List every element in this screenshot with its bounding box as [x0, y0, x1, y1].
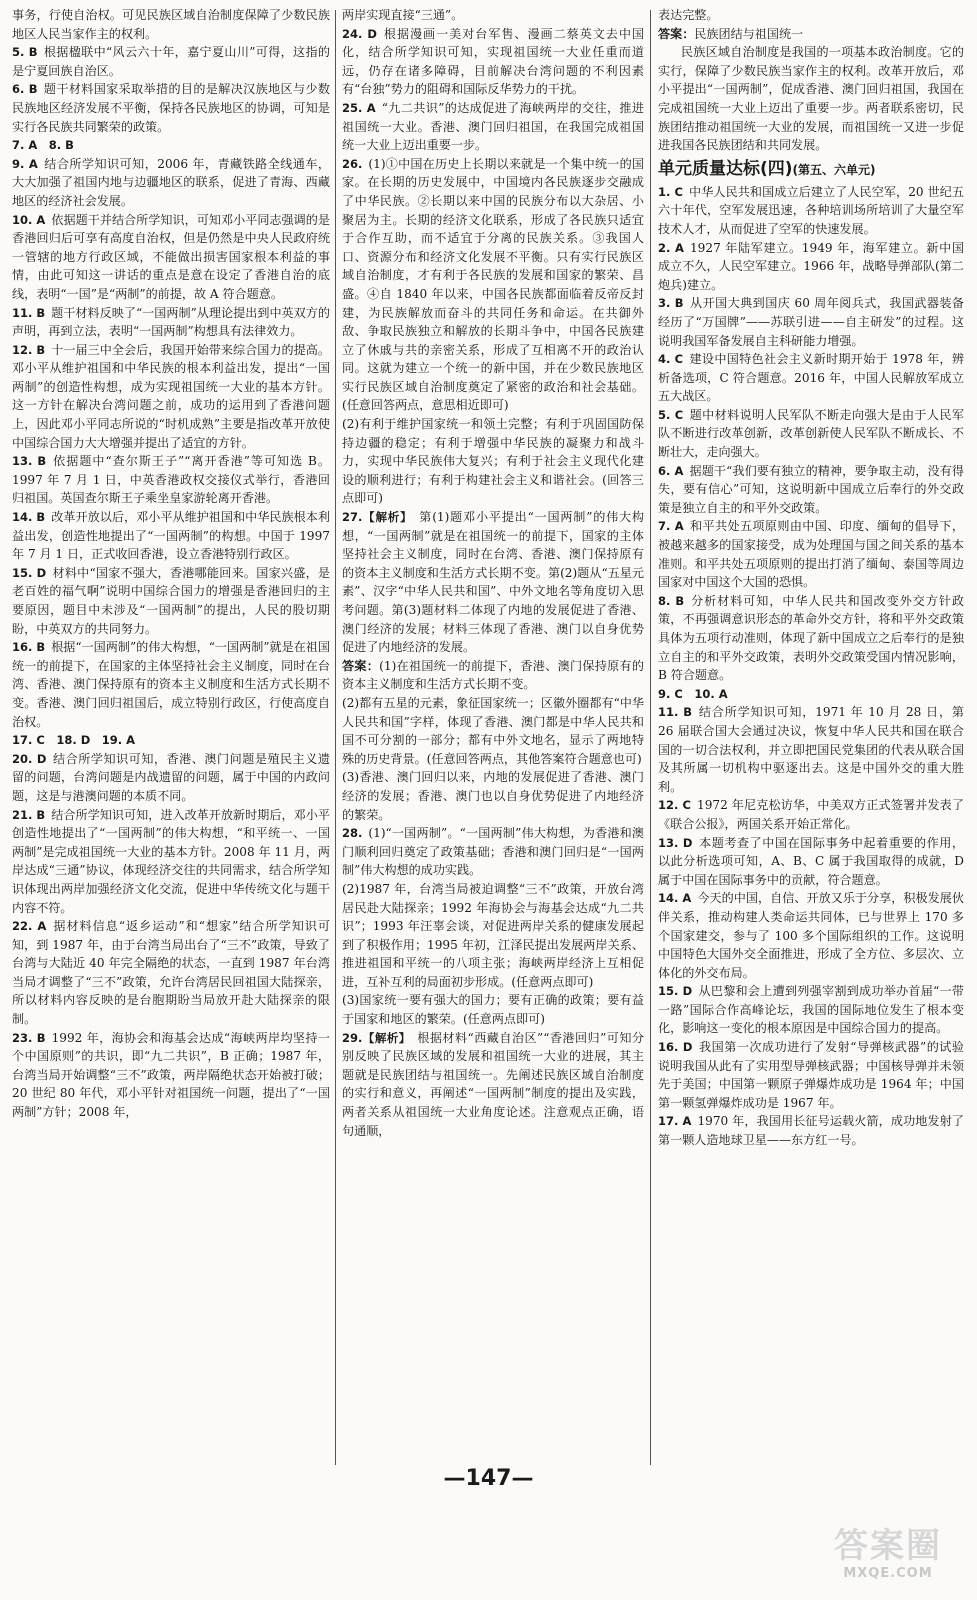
- answer-item: [12, 638, 330, 731]
- question-number: 29.【解析】: [342, 1030, 411, 1045]
- question-number: 5. C: [658, 407, 684, 422]
- answer-text: 本题考查了中国在国际事务中起着重要的作用，以此分析选项可知，A、B、C 属于我国取得的成就，D 属于中国在国际事务中的贡献，符合题意。: [658, 835, 964, 887]
- question-number: 7. A 8. B: [12, 138, 74, 153]
- question-number: 20. D: [12, 751, 47, 766]
- question-number: 14. B: [12, 510, 46, 525]
- answer-item: [12, 211, 330, 304]
- answer-item: [658, 685, 964, 704]
- answer-item: [658, 517, 964, 591]
- answer-item: [12, 508, 330, 564]
- question-number: 23. B: [12, 1030, 46, 1045]
- answer-text: 中华人民共和国成立后建立了人民空军，20 世纪五六十年代，空军发展迅速，各种培训场所培训了大量空军技术人才，从而促进了空军的快速发展。: [658, 184, 964, 236]
- watermark-logo: [813, 1526, 963, 1592]
- answer-text: 依据题干并结合所学知识，可知邓小平同志强调的是香港回归后可享有高度自治权，但是仍然是中央人民政府统一管辖的地方行政区域，不能做出损害国家根本利益的事情，由此可知这一讲话的重点是意在设定了香港自治的底线，表明“一国”是“两制”的前提，故 A 符合题意。: [12, 212, 330, 301]
- answer-sub-part: (2)1987 年，台湾当局被迫调整“三不”政策，开放台湾居民赴大陆探亲；1992 年海协会与海基会达成“九二共识”；1993 年汪辜会谈，对促进两岸关系的健康发展起到了积极作用；1995 年初，江泽民提出发展两岸关系、推进祖国和平统一的八项主张；海峡两岸经济上互相促进，互补互利的局面初步形成。(任意两点即可): [342, 881, 644, 989]
- question-number: 1. C: [658, 184, 683, 199]
- question-number: 17. A: [658, 1114, 692, 1129]
- answer-sub-part: (3)香港、澳门回归以来，内地的发展促进了香港、澳门经济的发展；香港、澳门也以自身优势促进了内地经济的繁荣。: [342, 770, 644, 822]
- answer-text: 1972 年尼克松访华，中美双方正式签署并发表了《联合公报》，两国关系开始正常化。: [658, 798, 964, 831]
- answer-text: 和平共处五项原则由中国、印度、缅甸的倡导下，被越来越多的国家接受，成为处理国与国之间关系的基本准则。和平共处五项原则的提出打消了缅甸、泰国等周边国家对中国这个大国的恐惧。: [658, 519, 964, 590]
- answer-text: 题干材料反映了“一国两制”从理论提出到中英双方的声明，再到立法，表明“一国两制”构想具有法律效力。: [12, 305, 330, 339]
- answer-text: 改革开放以后，邓小平从维护祖国和中华民族根本利益出发，创造性地提出了“一国两制”的构想。中国于 1997 年 7 月 1 日，正式收回香港，设立香港特别行政区。: [12, 510, 330, 562]
- question-number: 13. B: [12, 454, 47, 469]
- answer-item: [12, 155, 330, 211]
- answer-item: [342, 99, 644, 155]
- answer-item: [658, 982, 964, 1038]
- answer-sub-part: (2)有利于维护国家统一和领土完整；有利于巩固国防保持边疆的稳定；有利于增强中华民族的凝聚力和战斗力，实现中华民族伟大复兴；有利于社会主义现代化建设的顺利进行；有利于构建社会主义和谐社会。(回答三点即可): [342, 417, 644, 506]
- answer-text: 从巴黎和会上遭到列强宰割到成功举办首届“一带一路”国际合作高峰论坛，我国的国际地位发生了根本变化，影响这一变化的根本原因是中国综合国力的提高。: [658, 984, 965, 1036]
- answer-sub-part: (2)都有五星的元素，象征国家统一；区徽外圈都有“中华人民共和国”字样，体现了香港、澳门都是中华人民共和国不可分割的一部分；都有中外文地名，显示了两地特殊的历史背景。(任意回答两点，其他答案符合题意也可): [342, 695, 644, 766]
- answer-text: 今天的中国，自信、开放又乐于分享，积极发展伙伴关系，推动构建人类命运共同体，已与世界上 170 多个国家建交，参与了 100 多个国际组织的工作。这说明中国特色大国外交全面推进，形成了全方位、多层次、立体化的外交布局。: [658, 891, 964, 980]
- question-number: 25. A: [342, 100, 376, 115]
- answer-item: [658, 6, 964, 25]
- answer-item: [658, 592, 964, 685]
- answer-text: 题干材料国家采取举措的目的是解决汉族地区与少数民族地区经济发展不平衡，保持各民族地区的协调，可知是实行各民族共同繁荣的政策。: [12, 82, 330, 134]
- answer-text: 从开国大典到国庆 60 周年阅兵式，我国武器装备经历了“万国牌”——苏联引进——自主研发”的过程。这说明我国军备发展自主科研能力增强。: [658, 296, 965, 348]
- answer-label: 答案：: [342, 658, 380, 673]
- answer-item: [342, 1029, 644, 1141]
- answer-text: 第(1)题邓小平提出“一国两制”的伟大构想，“一国两制”就是在祖国统一的前提下，国家的主体坚持社会主义制度，同时在台湾、香港、澳门保持原有的资本主义制度和生活方式长期不变。第(2)题从“五星元素”、汉字“中华人民共和国”、中外文地名等角度切入思考问题。第(3)题材料二体现了内地的发展促进了香港、澳门经济的发展；材料三体现了香港、澳门以自身优势促进了内地经济的发展。: [342, 510, 645, 655]
- answer-text: 十一届三中全会后，我国开始带来综合国力的提高。邓小平从维护祖国和中华民族的根本利益出发，提出“一国两制”的创造性构想，成为实现祖国统一大业的基本方针。这一方针在解决台湾问题之前，成功的运用到了香港问题上，因此邓小平同志所说的“时机成熟”主要是指改革开放使中国综合国力大大增强并提出了适宜的方针。: [12, 342, 330, 450]
- column-divider: [650, 10, 651, 1465]
- answer-item: [12, 43, 330, 80]
- answer-page: [10, 6, 967, 1506]
- answer-item: [658, 703, 964, 796]
- question-number: 22. A: [12, 919, 47, 934]
- answer-text: 依据题中“查尔斯王子”“离开香港”等可知选 B。1997 年 7 月 1 日，中英香港政权交接仪式举行，香港回归祖国。英国查尔斯王子乘坐皇家游轮离开香港。: [12, 454, 330, 506]
- answer-item: [12, 6, 330, 43]
- answer-text: 根据“一国两制”的伟大构想，“一国两制”就是在祖国统一的前提下，在国家的主体坚持社会主义制度，同时在台湾、香港、澳门保持原有的资本主义制度和生活方式长期不变。香港、澳门回归祖国后，成立特别行政区，行使高度自治权。: [12, 640, 330, 729]
- question-number: 7. A: [658, 519, 684, 534]
- question-number: 2. A: [658, 240, 684, 255]
- answer-text: 据题干“我们要有独立的精神，要争取主动，没有得失，要有信心”可知，这说明新中国成立后奉行的外交政策是独立自主的和平外交政策。: [658, 463, 965, 515]
- answer-item: [12, 750, 330, 806]
- question-number: 15. D: [658, 984, 693, 999]
- watermark-logo-text: 答案圈: [834, 1526, 942, 1566]
- answer-item: [12, 80, 330, 136]
- answer-item: [342, 155, 644, 415]
- answer-text: 1927 年陆军建立。1949 年，海军建立。新中国成立不久，人民空军建立。1966 年，战略导弹部队(第二炮兵)建立。: [658, 240, 964, 292]
- answer-text: 据材料信息“返乡运动”和“想家”结合所学知识可知，到 1987 年，由于台湾当局出台了“三不”政策，导致了台湾与大陆近 40 年完全隔绝的状态，一直到 1987 年台湾当局才调整了“三不”政策，允许台湾居民回祖国大陆探亲，所以材料内容反映的是台胞期盼当局放开赴大陆探亲的限制。: [12, 919, 331, 1027]
- column-divider: [335, 10, 336, 1465]
- answer-text: 分析材料可知，中华人民共和国改变外交方针政策，不再强调意识形态的革命外交方针，将和平外交政策具体为五项行动准则，体现了新中国成立之后奉行的是独立自主的和平外交政策，表明外交政策受国内情况影响，B 符合题意。: [658, 593, 964, 683]
- answer-text: 结合所学知识可知，香港、澳门问题是殖民主义遗留的问题，台湾问题是内战遗留的问题，属于中国的内政问题，这是与港澳问题的本质不同。: [12, 751, 330, 803]
- answer-item: [658, 406, 964, 462]
- answer-text: 结合所学知识可知，进入改革开放新时期后，邓小平创造性地提出了“一国两制”的伟大构想，“和平统一、一国两制”是完成祖国统一大业的基本方针。2008 年 11 月，两岸达成“三通”协议，体现经济交往的共同需求，结合所学知识体现出两岸加强经济文化交流，促进中华传统文化与题干内容不符。: [12, 807, 330, 915]
- answer-item: [658, 889, 964, 982]
- answer-item: [658, 239, 964, 295]
- answer-text: (1)①中国在历史上长期以来就是一个集中统一的国家。在长期的历史发展中，中国境内各民族逐步交融成了中华民族。②长期以来中国的民族分布以大杂居、小聚居为主。长期的经济文化联系，形成了各民族只适宜于合作互助，而不适宜于分离的民族关系。③我国人口、资源分布和经济文化发展不平衡。只有实行民族区域自治制度，才有利于各民族的发展和国家的繁荣、昌盛。④自 1840 年以来，中国各民族都面临着反帝反封建，为民族解放而奋斗的共同任务和命运。在共御外敌、争取民族独立和解放的长期斗争中，中国各民族建立了休戚与共的亲密关系，形成了互相离不开的政治认同。这就为建立一个统一的新中国，并在少数民族地区实行民族区域自治制度奠定了紧密的政治和社会基础。(任意回答两点，意思相近即可): [342, 156, 644, 413]
- answer-text: 结合所学知识可知，1971 年 10 月 28 日，第 26 届联合国大会通过决议，恢复中华人民共和国在联合国的一切合法权利，并立即把国民党集团的代表从联合国及其所属一切机构中驱逐出去。这是中国外交的重大胜利。: [658, 705, 964, 794]
- question-number: 4. C: [658, 352, 684, 367]
- question-number: 16. B: [12, 640, 46, 655]
- answer-text: 两岸实现直接“三通”。: [342, 8, 464, 22]
- answer-item: [342, 25, 644, 99]
- answer-text: 根据材料“西藏自治区”“香港回归”可知分别反映了民族区域的发展和祖国统一大业的进展，其主题就是民族团结与祖国统一。先阐述民族区域自治制度的实行和意义，再阐述“一国两制”制度的提出及实践，两者关系从祖国统一大业角度论述。注意观点正确，语句通顺，: [342, 1030, 645, 1138]
- answer-text: (1)“一国两制”。“一国两制”伟大构想，为香港和澳门顺利回归奠定了政策基础；香港和澳门回归是“一国两制”伟大构想的成功实践。: [342, 826, 644, 878]
- answer-text: “九二共识”的达成促进了海峡两岸的交往，推进祖国统一大业。香港、澳门回归祖国，在我国完成祖国统一大业上迈出重要一步。: [342, 100, 644, 153]
- answer-item: [12, 452, 330, 508]
- question-number: 21. B: [12, 807, 46, 822]
- answer-item: [658, 294, 964, 350]
- answer-line: [342, 657, 644, 694]
- question-number: 16. D: [658, 1040, 693, 1055]
- answer-item: [12, 1029, 330, 1122]
- answer-item: [12, 304, 330, 341]
- answer-item: [12, 564, 330, 638]
- question-number: 14. A: [658, 891, 692, 906]
- answer-item: [342, 824, 644, 880]
- question-number: 27.【解析】: [342, 510, 413, 525]
- question-number: 28.: [342, 826, 363, 841]
- answer-item: [658, 462, 964, 518]
- answer-paragraph: 民族区域自治制度是我国的一项基本政治制度。它的实行，保障了少数民族当家作主的权利。改革开放后，邓小平提出“一国两制”，促成香港、澳门回归祖国，我国在完成祖国统一大业上迈出了重要一步。两者联系密切，民族团结推动祖国统一大业的发展，而祖国统一又进一步促进我国各民族团结和共同发展。: [658, 45, 964, 153]
- section-title-text: 单元质量达标(四): [658, 158, 793, 179]
- answer-text: 表达完整。: [658, 8, 719, 22]
- answer-item: [658, 183, 964, 239]
- answer-item: [12, 806, 330, 918]
- question-number: 13. D: [658, 835, 693, 850]
- answer-item: [12, 917, 330, 1029]
- answer-text: 民族团结与祖国统一: [694, 26, 804, 41]
- section-title-range: (第五、六单元): [792, 162, 876, 177]
- question-number: 15. D: [12, 565, 47, 580]
- answer-text: 事务，行使自治权。可见民族区域自治制度保障了少数民族地区人民当家作主的权利。: [12, 8, 330, 41]
- question-number: 9. C 10. A: [658, 686, 728, 701]
- answer-item: [658, 834, 964, 890]
- answer-line: [658, 25, 964, 44]
- answer-item: [342, 6, 644, 25]
- column-right: [658, 6, 964, 1150]
- answer-text: 建设中国特色社会主义新时期开始于 1978 年，辨析备选项，C 符合题意。2016 年，中国人民解放军成立五大战区。: [658, 352, 964, 404]
- column-middle: [342, 6, 644, 1140]
- question-number: 17. C 18. D 19. A: [12, 733, 136, 748]
- section-title: [658, 158, 964, 181]
- answer-item: [12, 136, 330, 155]
- answer-item: [342, 508, 644, 657]
- page-number: —147—: [443, 1466, 534, 1491]
- question-number: 3. B: [658, 296, 684, 311]
- question-number: 6. B: [12, 82, 38, 97]
- answer-item: [12, 731, 330, 750]
- answer-item: [658, 796, 964, 833]
- question-number: 26.: [342, 156, 363, 171]
- column-left: [12, 6, 330, 1122]
- question-number: 11. B: [658, 705, 692, 720]
- answer-item: [12, 341, 330, 453]
- answer-text: 1970 年，我国用长征号运载火箭，成功地发射了第一颗人造地球卫星——东方红一号。: [658, 1114, 964, 1148]
- answer-label: 答案：: [658, 26, 695, 41]
- answer-item: [658, 350, 964, 406]
- answer-item: [658, 1112, 964, 1149]
- question-number: 8. B: [658, 593, 685, 608]
- question-number: 24. D: [342, 26, 377, 41]
- answer-item: [658, 1038, 964, 1112]
- question-number: 10. A: [12, 212, 46, 227]
- question-number: 12. B: [12, 342, 46, 357]
- answer-sub-part: (3)国家统一要有强大的国力；要有正确的政策；要有益于国家和地区的繁荣。(任意两点即可): [342, 993, 644, 1027]
- answer-text: 我国第一次成功进行了发射“导弹核武器”的试验说明我国从此有了实用型导弹核武器；中国核导弹并未领先于美国；中国第一颗原子弹爆炸成功是 1964 年；中国第一颗氢弹爆炸成功是 1967 年。: [658, 1040, 964, 1110]
- question-number: 6. A: [658, 463, 684, 478]
- answer-text: 材料中“国家不强大，香港哪能回来。国家兴盛，是老百姓的福气啊”说明中国综合国力的增强是香港回归的主要原因，题目中未涉及“一国两制”的提出，人民的股切期盼，中英双方的共同努力。: [12, 565, 331, 636]
- question-number: 5. B: [12, 45, 38, 60]
- answer-text: 根据漫画一美对台军售、漫画二蔡英文去中国化，结合所学知识可知，实现祖国统一大业任重而道远，仍存在诸多障碍，目前解决台湾问题的不利因素有“台独”势力的阻碍和国际反华势力的干扰。: [342, 26, 644, 97]
- answer-text: 根据楹联中“风云六十年，嘉宁夏山川”可得，这指的是宁夏回族自治区。: [12, 45, 330, 78]
- answer-text: 结合所学知识可知，2006 年，青藏铁路全线通车，大大加强了祖国内地与边疆地区的联系，促进了青海、西藏地区的经济社会发展。: [12, 156, 331, 208]
- watermark-url: MXQE.COM: [843, 1566, 933, 1581]
- answer-text: 1992 年，海协会和海基会达成“海峡两岸均坚持一个中国原则”的共识，即“九二共识”，B 正确；1987 年，台湾当局开始调整“三不”政策，两岸隔绝状态开始被打破；20 世纪 80 年代，邓小平针对祖国统一问题，提出了“一国两制”方针；2008 年，: [12, 1030, 330, 1120]
- question-number: 12. C: [658, 798, 691, 813]
- answer-text: (1)在祖国统一的前提下，香港、澳门保持原有的资本主义制度和生活方式长期不变。: [342, 658, 644, 692]
- question-number: 11. B: [12, 305, 46, 320]
- answer-text: 题中材料说明人民军队不断走向强大是由于人民军队不断进行改革创新，改革创新使人民军队不断成长、不断壮大，走向强大。: [658, 407, 964, 460]
- question-number: 9. A: [12, 156, 38, 171]
